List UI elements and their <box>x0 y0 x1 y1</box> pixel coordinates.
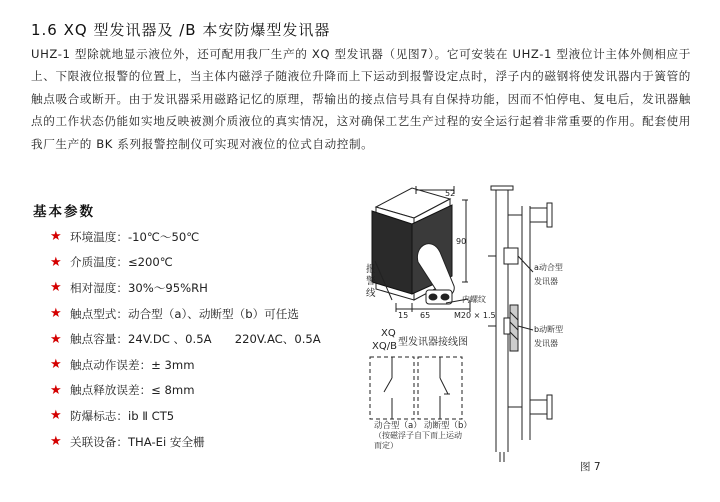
star-icon: ★ <box>50 280 62 296</box>
param-text: 触点释放误差：≤ 8mm <box>70 383 195 398</box>
param-text: 相对湿度：30%～95%RH <box>70 280 208 295</box>
star-icon: ★ <box>50 331 62 347</box>
caption-a: 动合型（a） <box>374 421 422 431</box>
figure-label: 图 7 <box>580 461 601 473</box>
b-type-label-1: b动断型 <box>534 325 564 334</box>
caption-note-2: 而定） <box>374 441 398 450</box>
param-text: 触点型式：动合型（a）、动断型（b）可任选 <box>70 306 299 321</box>
alarm-line-char-2: 警 <box>366 276 376 287</box>
param-text: 环境温度：-10℃～50℃ <box>70 229 200 244</box>
caption-note-1: （按磁浮子自下而上运动 <box>374 431 462 440</box>
dim-15: 15 <box>398 311 409 320</box>
star-icon: ★ <box>50 434 62 450</box>
caption-b: 动断型（b） <box>424 421 472 431</box>
section-heading: 1.6 XQ 型发讯器及 /B 本安防爆型发讯器 <box>31 21 331 39</box>
dim-52: 52 <box>445 189 456 198</box>
param-text: 触点动作误差：± 3mm <box>70 357 195 372</box>
thread-label: 内螺纹 <box>462 295 486 304</box>
model-line-1: XQ <box>381 328 396 339</box>
wiring-diagrams <box>370 357 462 419</box>
param-text: 关联设备：THA-Ei 安全栅 <box>70 434 205 449</box>
param-text: 介质温度：≤200℃ <box>70 255 173 270</box>
params-title: 基本参数 <box>33 204 95 220</box>
alarm-line-char-1: 报 <box>366 264 376 275</box>
star-icon: ★ <box>50 408 62 424</box>
model-line-2: XQ/B <box>372 341 397 352</box>
dim-90: 90 <box>456 237 467 246</box>
star-icon: ★ <box>50 357 62 373</box>
star-icon: ★ <box>50 254 62 270</box>
dim-65: 65 <box>420 311 431 320</box>
intro-paragraph: UHZ-1 型除就地显示液位外，还可配用我厂生产的 XQ 型发讯器（见图7）。它可安装在 UHZ-1 型液位计主体外侧相应于上、下限液位报警的位置上，当主体内磁浮子随液位升降而上下运动到报警设定点时，浮子内的磁钢将使发讯器内于簧管的触点吸合或断开。由于发讯器采用磁路记忆的原理，帮输出的接点信号具有自保持功能，因而不怕停电、复电后，发讯器触点的工作状态仍能如实地反映被测介质液位的真实情况，这对确保工艺生产过程的安全运行起着非常重要的作用。配套使用我厂生产的 BK 系列报警控制仪可实现对液位的位式自动控制。 <box>31 47 691 151</box>
alarm-line-char-3: 线 <box>366 288 376 299</box>
star-icon: ★ <box>50 306 62 322</box>
a-type-label-2: 发讯器 <box>534 277 558 286</box>
param-text: 防爆标志：ib Ⅱ CT5 <box>70 408 175 423</box>
b-type-label-2: 发讯器 <box>534 339 558 348</box>
transmitter-drawing <box>372 186 470 312</box>
wiring-title: 型发讯器接线图 <box>398 337 468 348</box>
star-icon: ★ <box>50 229 62 245</box>
param-text: 触点容量：24V.DC 、0.5A 220V.AC、0.5A <box>70 332 321 347</box>
level-gauge <box>488 186 552 462</box>
thread-spec: M20 × 1.5 <box>454 311 496 320</box>
star-icon: ★ <box>50 382 62 398</box>
a-type-label-1: a动合型 <box>534 263 563 272</box>
